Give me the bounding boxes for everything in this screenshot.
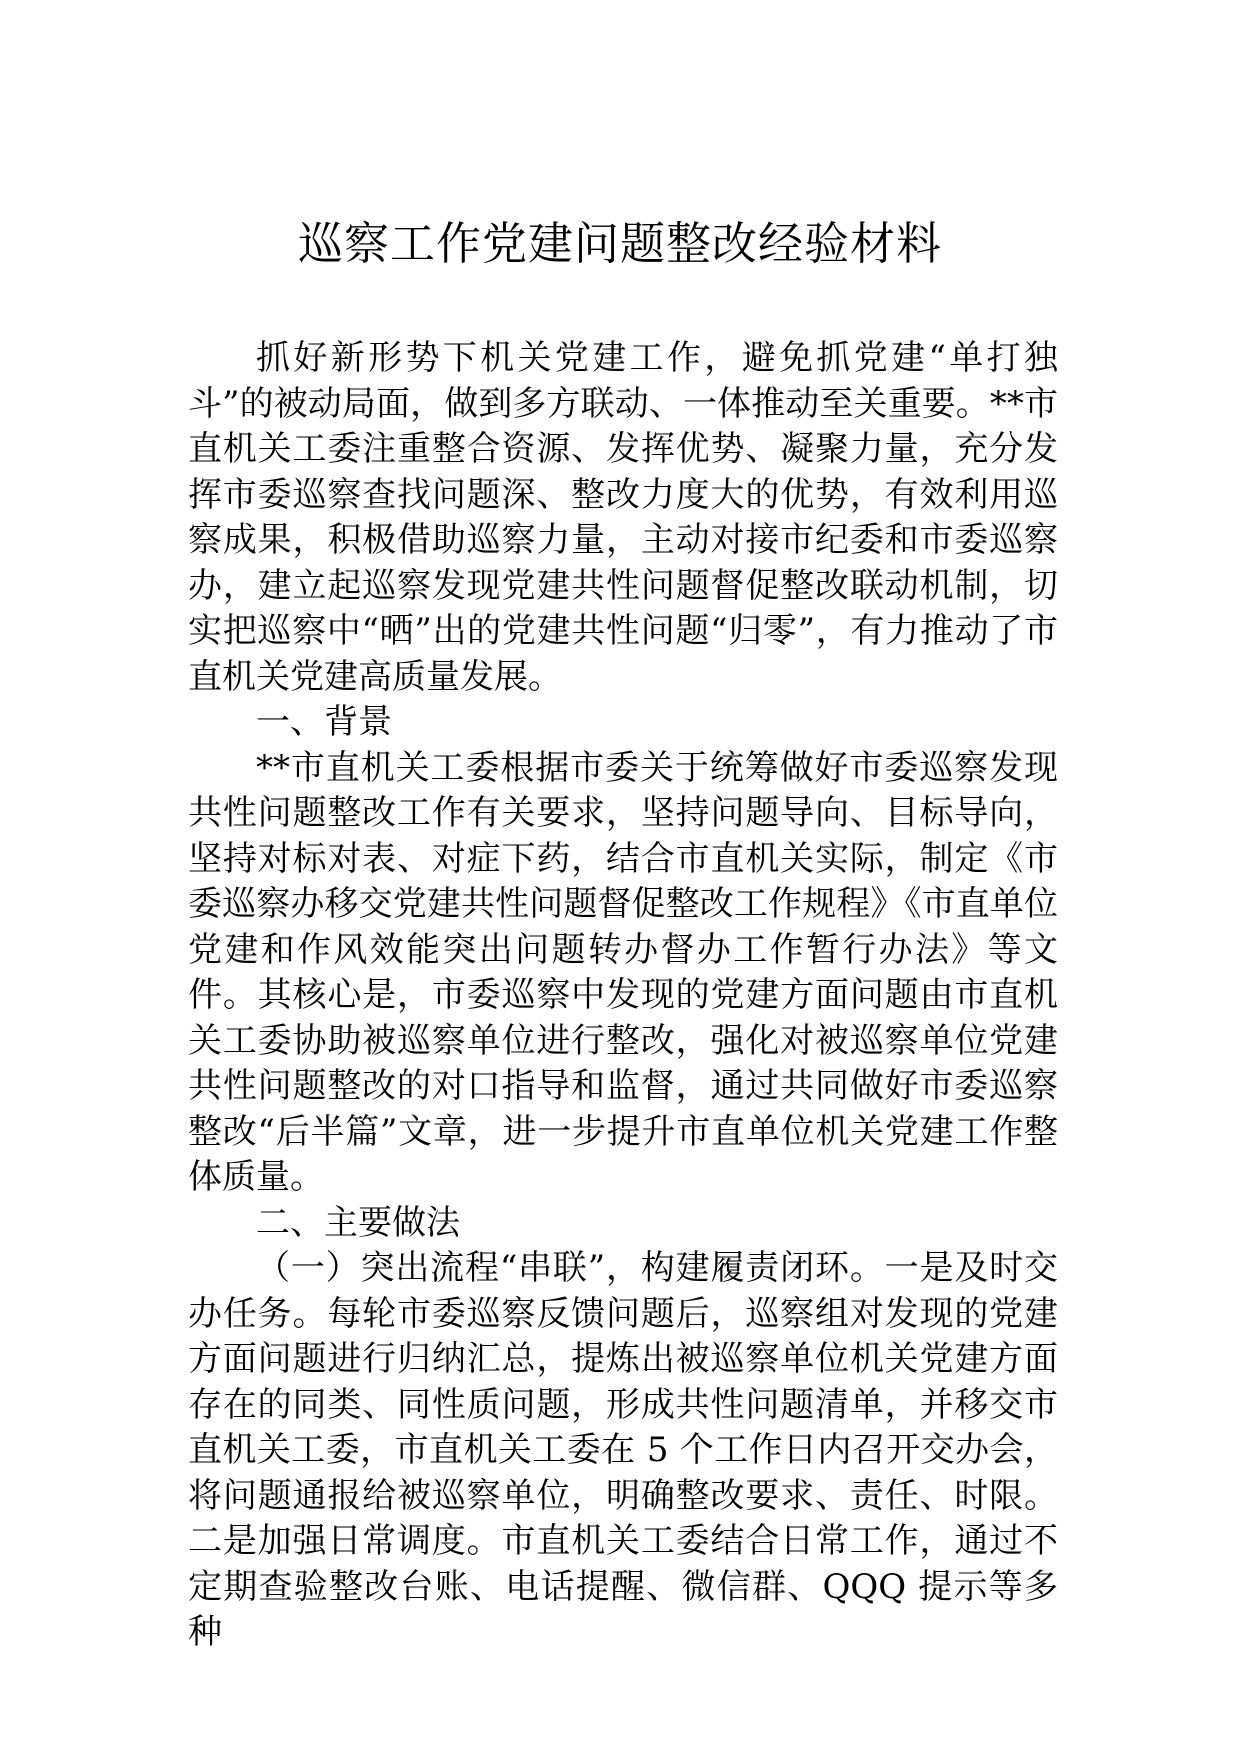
main-practices-paragraph: （一）突出流程“串联”，构建履责闭环。一是及时交办任务。每轮市委巡察反馈问题后，巡察组对发现的党建方面问题进行归纳汇总，提炼出被巡察单位机关党建方面存在的同类、同性质问题，形成共性问题清单，并移交市直机关工委，市直机关工委在 5 个工作日内召开交办会，将问题通报给被巡察单位，明确整改要求、责任、时限。二是加强日常调度。市直机关工委结合日常工作，通过不定期查验整改台账、电话提醒、微信群、QQQ 提示等多种 xyxy=(188,1248,1058,1652)
section-heading-main-practices: 二、主要做法 xyxy=(256,1202,460,1243)
section-heading-background: 一、背景 xyxy=(256,702,392,742)
intro-paragraph: 抓好新形势下机关党建工作，避免抓党建“单打独斗”的被动局面，做到多方联动、一体推动至关重要。**市直机关工委注重整合资源、发挥优势、凝聚力量，充分发挥市委巡察查找问题深、整改力度大的优势，有效利用巡察成果，积极借助巡察力量，主动对接市纪委和市委巡察办，建立起巡察发现党建共性问题督促整改联动机制，切实把巡察中“晒”出的党建共性问题“归零”，有力推动了市直机关党建高质量发展。 xyxy=(188,338,1058,697)
background-paragraph: **市直机关工委根据市委关于统筹做好市委巡察发现共性问题整改工作有关要求，坚持问题导向、目标导向，坚持对标对表、对症下药，结合市直机关实际，制定《市委巡察办移交党建共性问题督促整改工作规程》《市直单位党建和作风效能突出问题转办督办工作暂行办法》等文件。其核心是，市委巡察中发现的党建方面问题由市直机关工委协助被巡察单位进行整改，强化对被巡察单位党建共性问题整改的对口指导和监督，通过共同做好市委巡察整改“后半篇”文章，进一步提升市直单位机关党建工作整体质量。 xyxy=(188,747,1058,1197)
document-body xyxy=(188,336,1058,1656)
document-title: 巡察工作党建问题整改经验材料 xyxy=(297,217,942,270)
